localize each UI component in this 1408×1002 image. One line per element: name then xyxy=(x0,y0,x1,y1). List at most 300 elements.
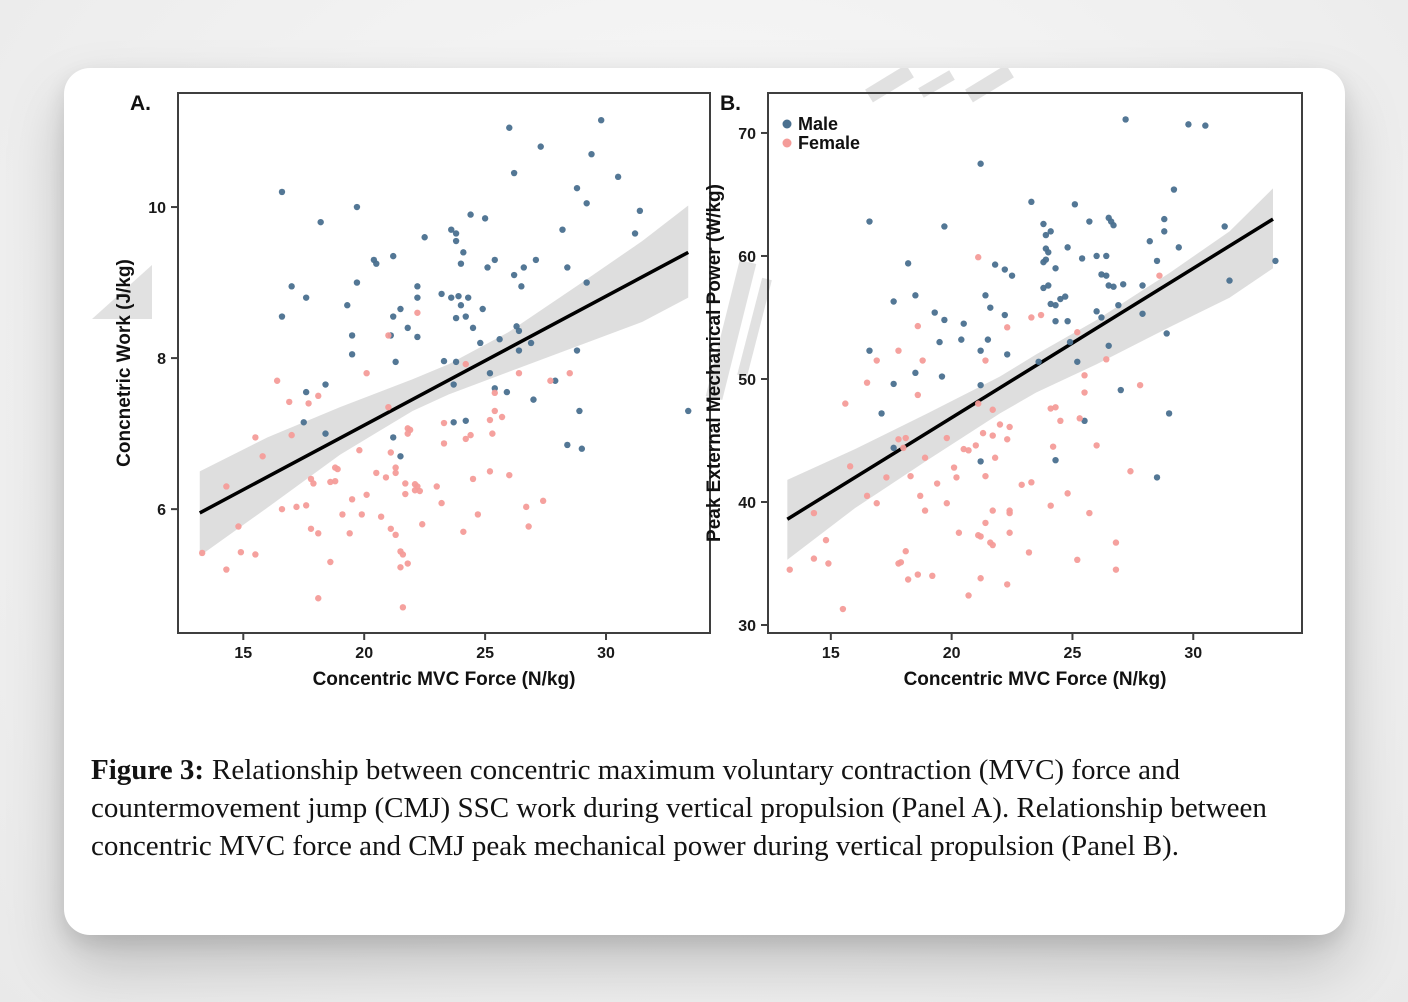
data-point xyxy=(223,566,229,572)
data-point xyxy=(385,404,391,410)
data-point xyxy=(1004,436,1010,442)
data-point xyxy=(1166,410,1172,416)
data-point xyxy=(903,435,909,441)
figure-card xyxy=(64,68,1345,935)
data-point xyxy=(405,430,411,436)
data-point xyxy=(400,551,406,557)
points-female xyxy=(787,254,1163,612)
data-point xyxy=(259,453,265,459)
data-point xyxy=(583,200,589,206)
data-point xyxy=(388,526,394,532)
data-point xyxy=(356,447,362,453)
data-point xyxy=(1045,249,1051,255)
data-point xyxy=(977,382,983,388)
data-point xyxy=(953,474,959,480)
data-point xyxy=(977,347,983,353)
figure-caption-label: Figure 3: xyxy=(91,754,205,786)
data-point xyxy=(392,470,398,476)
data-point xyxy=(1002,266,1008,272)
data-point xyxy=(944,435,950,441)
data-point xyxy=(1009,272,1015,278)
data-point xyxy=(1115,302,1121,308)
data-point xyxy=(492,257,498,263)
data-point xyxy=(1074,557,1080,563)
data-point xyxy=(895,560,901,566)
data-point xyxy=(346,530,352,536)
data-point xyxy=(400,604,406,610)
data-point xyxy=(1028,479,1034,485)
data-point xyxy=(890,381,896,387)
x-tick-label: 25 xyxy=(476,645,495,662)
data-point xyxy=(941,223,947,229)
data-point xyxy=(574,347,580,353)
data-point xyxy=(315,393,321,399)
data-point xyxy=(1171,186,1177,192)
data-point xyxy=(475,511,481,517)
data-point xyxy=(975,254,981,260)
data-point xyxy=(825,560,831,566)
data-point xyxy=(823,537,829,543)
panel-letter: B. xyxy=(720,92,741,115)
data-point xyxy=(1040,221,1046,227)
data-point xyxy=(1221,223,1227,229)
data-point xyxy=(883,474,889,480)
data-point xyxy=(322,430,328,436)
panel-b xyxy=(704,92,1302,690)
data-point xyxy=(977,533,983,539)
data-point xyxy=(402,480,408,486)
watermark-stroke xyxy=(921,75,952,93)
data-point xyxy=(1019,482,1025,488)
data-point xyxy=(482,215,488,221)
x-tick-label: 30 xyxy=(597,645,615,662)
y-tick-label: 40 xyxy=(738,494,756,512)
x-tick-label: 20 xyxy=(355,645,374,662)
data-point xyxy=(895,347,901,353)
data-point xyxy=(1077,415,1083,421)
data-point xyxy=(484,264,490,270)
data-point xyxy=(417,488,423,494)
data-point xyxy=(1081,389,1087,395)
data-point xyxy=(982,357,988,363)
data-point xyxy=(414,334,420,340)
legend xyxy=(783,114,861,153)
data-point xyxy=(1139,282,1145,288)
data-point xyxy=(1147,238,1153,244)
data-point xyxy=(980,430,986,436)
data-point xyxy=(274,378,280,384)
data-point xyxy=(956,530,962,536)
data-point xyxy=(405,325,411,331)
data-point xyxy=(354,279,360,285)
data-point xyxy=(1050,443,1056,449)
data-point xyxy=(975,400,981,406)
data-point xyxy=(199,550,205,556)
data-point xyxy=(453,238,459,244)
data-point xyxy=(402,491,408,497)
data-point xyxy=(390,313,396,319)
data-point xyxy=(685,408,691,414)
data-point xyxy=(1086,218,1092,224)
data-point xyxy=(951,464,957,470)
legend-label-female: Female xyxy=(798,133,861,153)
data-point xyxy=(390,253,396,259)
data-point xyxy=(441,440,447,446)
data-point xyxy=(990,542,996,548)
data-point xyxy=(878,410,884,416)
data-point xyxy=(288,283,294,289)
data-point xyxy=(1105,343,1111,349)
data-point xyxy=(1272,258,1278,264)
data-point xyxy=(932,309,938,315)
data-point xyxy=(1154,474,1160,480)
data-point xyxy=(574,185,580,191)
data-point xyxy=(303,294,309,300)
data-point xyxy=(363,370,369,376)
data-point xyxy=(965,447,971,453)
data-point xyxy=(559,226,565,232)
data-point xyxy=(941,317,947,323)
data-point xyxy=(907,473,913,479)
data-point xyxy=(477,340,483,346)
data-point xyxy=(787,566,793,572)
data-point xyxy=(1006,510,1012,516)
data-point xyxy=(523,504,529,510)
data-point xyxy=(929,573,935,579)
data-point xyxy=(1074,359,1080,365)
data-point xyxy=(564,264,570,270)
data-point xyxy=(453,359,459,365)
data-point xyxy=(332,478,338,484)
data-point xyxy=(977,575,983,581)
data-point xyxy=(985,336,991,342)
data-point xyxy=(540,498,546,504)
data-point xyxy=(934,480,940,486)
data-point xyxy=(915,323,921,329)
data-point xyxy=(632,230,638,236)
data-point xyxy=(538,143,544,149)
data-point xyxy=(516,328,522,334)
data-point xyxy=(441,358,447,364)
data-point xyxy=(458,302,464,308)
data-point xyxy=(1052,457,1058,463)
data-point xyxy=(1103,253,1109,259)
y-tick-label: 10 xyxy=(148,200,166,218)
data-point xyxy=(874,500,880,506)
data-point xyxy=(905,576,911,582)
data-point xyxy=(334,466,340,472)
data-point xyxy=(915,392,921,398)
data-point xyxy=(917,493,923,499)
data-point xyxy=(922,455,928,461)
data-point xyxy=(349,351,355,357)
data-point xyxy=(973,442,979,448)
data-point xyxy=(354,204,360,210)
data-point xyxy=(349,496,355,502)
data-point xyxy=(252,551,258,557)
panel-letter: A. xyxy=(130,92,151,115)
data-point xyxy=(900,445,906,451)
data-point xyxy=(1202,122,1208,128)
data-point xyxy=(1004,581,1010,587)
data-point xyxy=(467,211,473,217)
data-point xyxy=(1052,404,1058,410)
data-point xyxy=(344,302,350,308)
data-point xyxy=(1120,281,1126,287)
data-point xyxy=(1110,222,1116,228)
data-point xyxy=(1064,244,1070,250)
data-point xyxy=(470,476,476,482)
data-point xyxy=(939,373,945,379)
data-point xyxy=(479,306,485,312)
data-point xyxy=(359,511,365,517)
y-tick-label: 8 xyxy=(157,351,166,369)
data-point xyxy=(1026,549,1032,555)
data-point xyxy=(1028,199,1034,205)
data-point xyxy=(1139,311,1145,317)
data-point xyxy=(308,526,314,532)
data-point xyxy=(1052,318,1058,324)
data-point xyxy=(864,379,870,385)
data-point xyxy=(504,389,510,395)
data-point xyxy=(1103,272,1109,278)
data-point xyxy=(1161,216,1167,222)
data-point xyxy=(1006,530,1012,536)
data-point xyxy=(987,304,993,310)
y-tick-label: 60 xyxy=(738,248,756,266)
data-point xyxy=(1118,387,1124,393)
data-point xyxy=(1004,324,1010,330)
data-point xyxy=(455,293,461,299)
data-point xyxy=(279,506,285,512)
data-point xyxy=(487,417,493,423)
data-point xyxy=(1052,265,1058,271)
plot-area xyxy=(199,117,691,611)
data-point xyxy=(1156,272,1162,278)
data-point xyxy=(322,381,328,387)
data-point xyxy=(977,458,983,464)
data-point xyxy=(588,151,594,157)
data-point xyxy=(1035,359,1041,365)
data-point xyxy=(1043,232,1049,238)
data-point xyxy=(252,434,258,440)
data-point xyxy=(448,294,454,300)
data-point xyxy=(303,502,309,508)
data-point xyxy=(905,260,911,266)
data-point xyxy=(1093,308,1099,314)
data-point xyxy=(421,234,427,240)
data-point xyxy=(1086,510,1092,516)
data-point xyxy=(1154,258,1160,264)
data-point xyxy=(1072,201,1078,207)
data-point xyxy=(1122,116,1128,122)
data-point xyxy=(564,442,570,448)
data-point xyxy=(992,261,998,267)
data-point xyxy=(912,370,918,376)
data-point xyxy=(997,421,1003,427)
data-point xyxy=(373,470,379,476)
data-point xyxy=(915,571,921,577)
data-point xyxy=(965,592,971,598)
data-point xyxy=(912,292,918,298)
data-point xyxy=(936,339,942,345)
data-point xyxy=(919,357,925,363)
data-point xyxy=(583,279,589,285)
data-point xyxy=(864,493,870,499)
y-tick-label: 50 xyxy=(738,371,756,389)
data-point xyxy=(890,298,896,304)
data-point xyxy=(516,347,522,353)
y-tick-label: 30 xyxy=(738,618,756,636)
data-point xyxy=(288,432,294,438)
data-point xyxy=(450,381,456,387)
data-point xyxy=(460,249,466,255)
data-point xyxy=(1062,293,1068,299)
data-point xyxy=(1185,121,1191,127)
data-point xyxy=(990,407,996,413)
data-point xyxy=(438,291,444,297)
data-point xyxy=(310,480,316,486)
data-point xyxy=(441,420,447,426)
data-point xyxy=(392,359,398,365)
data-point xyxy=(1226,277,1232,283)
data-point xyxy=(339,511,345,517)
data-point xyxy=(405,560,411,566)
x-tick-label: 20 xyxy=(942,645,961,662)
data-point xyxy=(279,189,285,195)
data-point xyxy=(385,332,391,338)
data-point xyxy=(458,260,464,266)
data-point xyxy=(438,500,444,506)
data-point xyxy=(895,436,901,442)
data-point xyxy=(419,521,425,527)
data-point xyxy=(463,418,469,424)
data-point xyxy=(977,161,983,167)
data-point xyxy=(903,548,909,554)
data-point xyxy=(1043,256,1049,262)
regression-line xyxy=(200,252,688,513)
data-point xyxy=(521,264,527,270)
figure-caption-text: Relationship between concentric maximum voluntary contraction (MVC) force and countermovement jump (CMJ) SSC work during vertical propulsion (Panel A). Relationship between concentric MVC force and CMJ peak mechanical power during vertical propulsion (Panel B). xyxy=(91,754,1267,862)
data-point xyxy=(315,530,321,536)
data-point xyxy=(460,529,466,535)
data-point xyxy=(1127,468,1133,474)
data-point xyxy=(465,294,471,300)
data-point xyxy=(1103,356,1109,362)
data-point xyxy=(990,507,996,513)
data-point xyxy=(847,463,853,469)
y-tick-label: 70 xyxy=(738,125,756,143)
data-point xyxy=(811,510,817,516)
data-point xyxy=(1057,418,1063,424)
data-point xyxy=(1064,318,1070,324)
data-point xyxy=(414,283,420,289)
data-point xyxy=(528,340,534,346)
x-axis-label: Concentric MVC Force (N/kg) xyxy=(312,669,576,690)
data-point xyxy=(922,507,928,513)
data-point xyxy=(511,272,517,278)
data-point xyxy=(397,453,403,459)
x-tick-label: 15 xyxy=(821,645,840,662)
data-point xyxy=(303,389,309,395)
data-point xyxy=(511,170,517,176)
data-point xyxy=(317,219,323,225)
data-point xyxy=(487,370,493,376)
data-point xyxy=(390,434,396,440)
data-point xyxy=(363,492,369,498)
data-point xyxy=(238,549,244,555)
data-point xyxy=(1176,244,1182,250)
x-tick-label: 25 xyxy=(1063,645,1082,662)
data-point xyxy=(1006,424,1012,430)
data-point xyxy=(1064,490,1070,496)
data-point xyxy=(434,483,440,489)
data-point xyxy=(598,117,604,123)
data-point xyxy=(1110,284,1116,290)
data-point xyxy=(1052,302,1058,308)
data-point xyxy=(1093,253,1099,259)
data-point xyxy=(327,559,333,565)
data-point xyxy=(1074,329,1080,335)
legend-label-male: Male xyxy=(798,114,839,134)
y-axis-label: Peak External Mechanical Power (W/kg) xyxy=(704,184,725,542)
data-point xyxy=(506,472,512,478)
data-point xyxy=(397,306,403,312)
data-point xyxy=(450,419,456,425)
data-point xyxy=(890,445,896,451)
y-axis-label: Concnetric Work (J/kg) xyxy=(114,259,135,467)
data-point xyxy=(1067,339,1073,345)
data-point xyxy=(992,455,998,461)
data-point xyxy=(378,513,384,519)
data-point xyxy=(944,500,950,506)
data-point xyxy=(525,523,531,529)
data-point xyxy=(982,292,988,298)
data-point xyxy=(349,332,355,338)
data-point xyxy=(305,400,311,406)
data-point xyxy=(223,483,229,489)
data-point xyxy=(1098,314,1104,320)
data-point xyxy=(492,408,498,414)
data-point xyxy=(383,474,389,480)
data-point xyxy=(1113,566,1119,572)
data-point xyxy=(615,174,621,180)
data-point xyxy=(1004,351,1010,357)
data-point xyxy=(874,357,880,363)
legend-swatch-male xyxy=(783,120,792,129)
data-point xyxy=(1038,312,1044,318)
data-point xyxy=(453,230,459,236)
data-point xyxy=(315,595,321,601)
data-point xyxy=(470,325,476,331)
data-point xyxy=(487,468,493,474)
x-tick-label: 15 xyxy=(234,645,253,662)
data-point xyxy=(286,399,292,405)
data-point xyxy=(1137,382,1143,388)
figure-caption xyxy=(91,751,1307,865)
data-point xyxy=(293,504,299,510)
data-point xyxy=(990,432,996,438)
data-point xyxy=(496,336,502,342)
data-point xyxy=(961,320,967,326)
data-point xyxy=(1079,255,1085,261)
data-point xyxy=(533,257,539,263)
data-point xyxy=(530,396,536,402)
data-point xyxy=(811,555,817,561)
data-point xyxy=(453,315,459,321)
data-point xyxy=(840,606,846,612)
data-point xyxy=(397,564,403,570)
